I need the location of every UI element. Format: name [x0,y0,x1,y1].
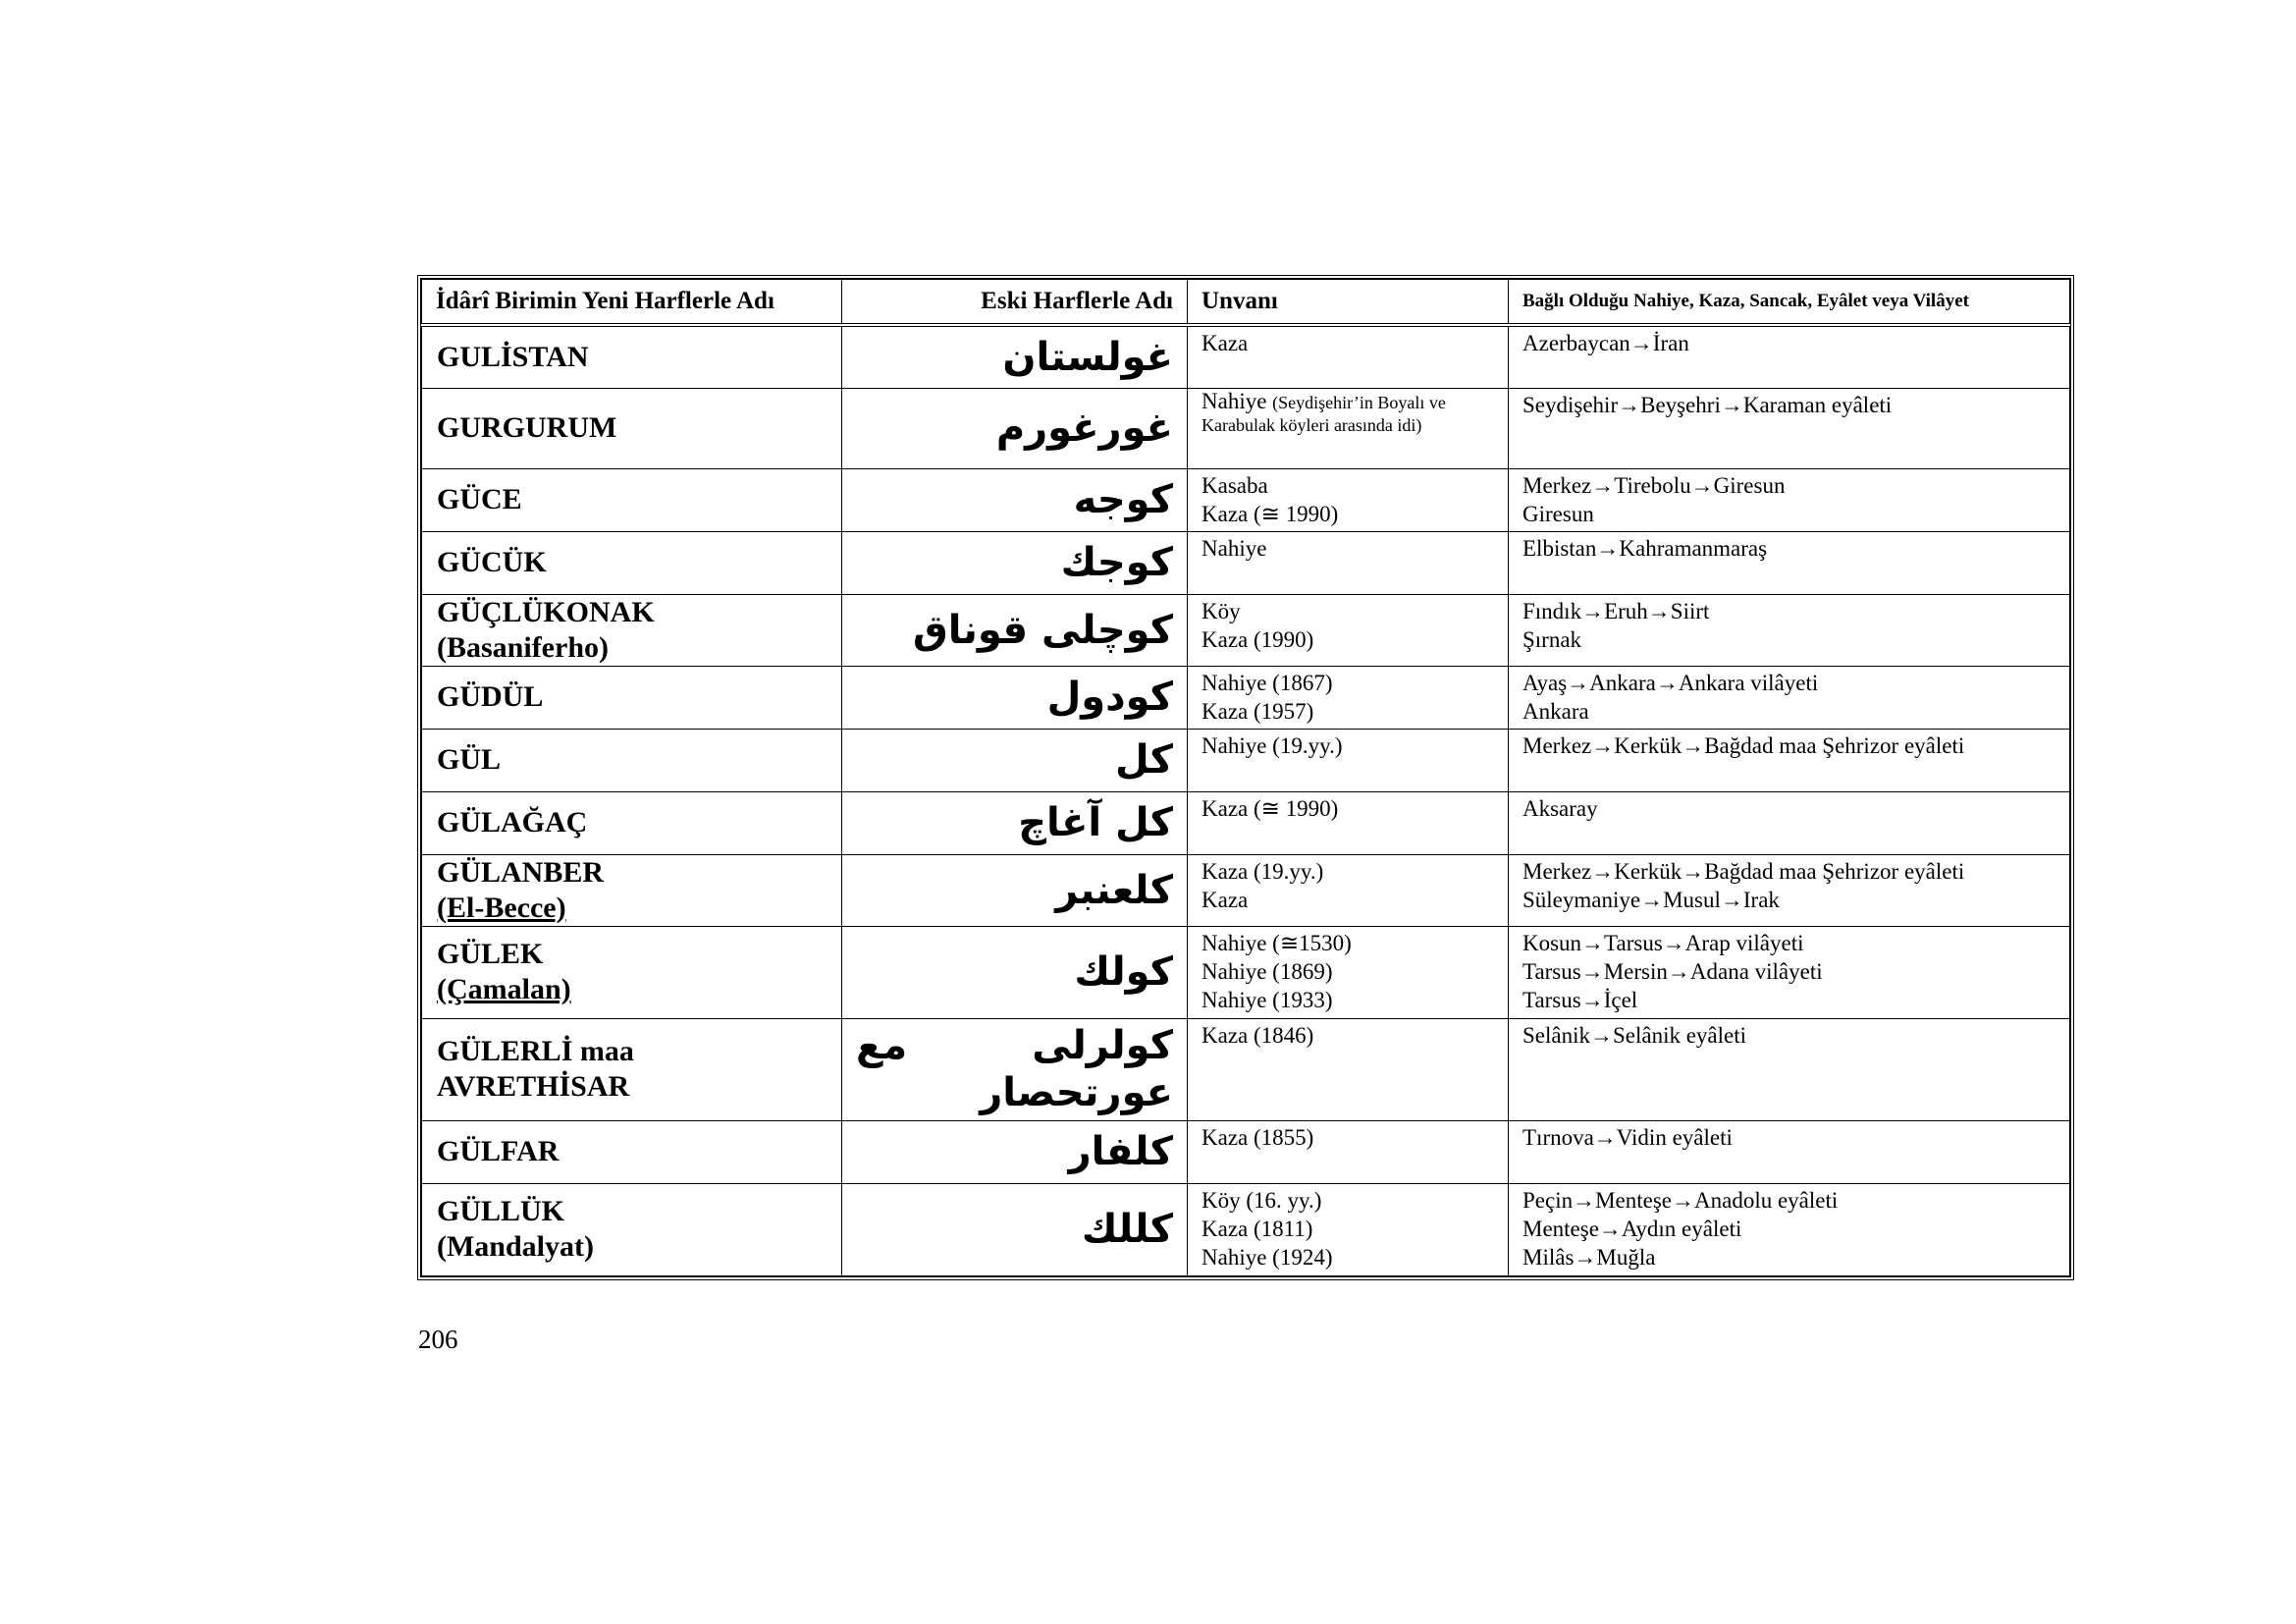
unit-name-cell [422,791,842,854]
title-cell [1188,468,1509,531]
affiliation-line: Merkez→Kerkük→Bağdad maa Şehrizor eyâleti [1522,732,1965,758]
affiliation-line: Merkez→Tirebolu→Giresun [1522,472,1786,498]
old-script-name: كوجه [842,468,1188,531]
title-line: Nahiye [1201,535,1267,561]
affiliation-line: Tarsus→Mersin→Adana vilâyeti [1522,958,1823,984]
title-line: Kasaba [1201,472,1268,498]
title-line: Nahiye (19.yy.) [1201,732,1343,758]
old-script-name: كل [842,729,1188,791]
old-script-name: كلعنبر [842,854,1188,926]
unit-alt-name: (El-Becce) [437,891,566,924]
old-script-cell [842,1018,1188,1120]
table-row [422,729,2070,791]
table-row [422,926,2070,1018]
title-note: (Seydişehir’in Boyalı ve Karabulak köyleri arasında idi) [1201,392,1446,435]
table-row [422,854,2070,926]
old-script-name-line2: عورتحصار [980,1070,1173,1115]
affiliation-cell [1509,325,2070,388]
affiliation-cell [1509,1018,2070,1120]
old-script-maa: مع [856,1023,908,1068]
header-title: Unvanı [1188,280,1509,326]
title-line: Kaza (1846) [1201,1022,1314,1048]
title-line: Nahiye (1924) [1201,1244,1333,1270]
affiliation-line: Selânik→Selânik eyâleti [1522,1022,1747,1048]
unit-name: GÜLANBER [437,855,605,889]
affiliation-line: Tırnova→Vidin eyâleti [1522,1124,1733,1150]
affiliation-cell [1509,1183,2070,1275]
affiliation-line: Merkez→Kerkük→Bağdad maa Şehrizor eyâleti [1522,858,1965,884]
header-new-name: İdârî Birimin Yeni Harflerle Adı [422,280,842,326]
unit-name-cell [422,325,842,388]
table-row [422,1018,2070,1120]
unit-name-cell [422,468,842,531]
affiliation-line: Süleymaniye→Musul→Irak [1522,887,1780,912]
title-cell [1188,531,1509,594]
table-row [422,531,2070,594]
unit-name: GÜLERLİ maa AVRETHİSAR [437,1035,634,1103]
affiliation-cell [1509,729,2070,791]
title-line: Kaza (1957) [1201,698,1314,724]
unit-name: GÜÇLÜKONAK [437,595,655,628]
title-cell [1188,1183,1509,1275]
unit-name-cell [422,388,842,468]
old-script-name: كلفار [842,1120,1188,1183]
unit-name: GÜLLÜK [437,1195,565,1227]
title-cell [1188,729,1509,791]
unit-name: GÜLEK [437,938,544,970]
title-cell [1188,594,1509,666]
table-row [422,1120,2070,1183]
table-row [422,1183,2070,1275]
old-script-name: كولك [842,926,1188,1018]
affiliation-line: Menteşe→Aydın eyâleti [1522,1216,1742,1241]
table-row [422,791,2070,854]
unit-name-cell [422,729,842,791]
title-cell [1188,791,1509,854]
affiliation-line: Kosun→Tarsus→Arap vilâyeti [1522,930,1804,955]
old-script-name: كل آغاچ [842,791,1188,854]
table-header-row [422,280,2070,326]
affiliation-line: Giresun [1522,501,1594,526]
old-script-name: غورغورم [842,388,1188,468]
title-cell [1188,1018,1509,1120]
affiliation-cell [1509,926,2070,1018]
title-line: Köy (16. yy.) [1201,1187,1322,1213]
old-script-name: كوچلى قوناق [842,594,1188,666]
unit-name: GÜCÜK [437,546,547,578]
title-line: Kaza (≅ 1990) [1201,795,1339,821]
title-cell [1188,1120,1509,1183]
unit-name: GÜLAĞAÇ [437,806,588,839]
affiliation-line: Şırnak [1522,626,1582,652]
title-line: Kaza (1990) [1201,626,1314,652]
header-old-name: Eski Harflerle Adı [842,280,1188,326]
old-script-name: كولرلى [1032,1023,1173,1068]
unit-name-cell [422,854,842,926]
table-row [422,325,2070,388]
affiliation-cell [1509,1120,2070,1183]
unit-name: GULİSTAN [437,340,589,373]
unit-name: GÜL [437,743,502,776]
affiliation-line: Elbistan→Kahramanmaraş [1522,535,1768,561]
title-cell [1188,388,1509,468]
affiliation-line: Milâs→Muğla [1522,1244,1656,1270]
title-line: Kaza (1855) [1201,1124,1314,1150]
unit-alt-name: (Çamalan) [437,973,571,1005]
affiliation-cell [1509,791,2070,854]
unit-name-cell [422,1018,842,1120]
title-line: Kaza [1201,887,1249,912]
affiliation-cell [1509,531,2070,594]
affiliation-cell [1509,594,2070,666]
gazetteer-table [421,279,2070,1276]
table-row [422,594,2070,666]
title-line: Nahiye (≅1530) [1201,930,1352,955]
unit-name: GURGURUM [437,411,617,444]
unit-name-cell [422,926,842,1018]
title-line: Nahiye [1201,388,1267,413]
unit-name: GÜLFAR [437,1135,560,1167]
title-line: Nahiye (1867) [1201,670,1333,695]
affiliation-line: Azerbaycan→İran [1522,331,1689,355]
old-script-name: كودول [842,666,1188,729]
affiliation-line: Ankara [1522,698,1589,724]
affiliation-line: Peçin→Menteşe→Anadolu eyâleti [1522,1187,1839,1213]
unit-alt-name: (Basaniferho) [437,630,609,664]
unit-name-cell [422,531,842,594]
unit-name-cell [422,594,842,666]
affiliation-line: Fındık→Eruh→Siirt [1522,598,1710,623]
page-number: 206 [418,1325,458,1354]
affiliation-cell [1509,468,2070,531]
old-script-name: غولستان [842,325,1188,388]
unit-name: GÜCE [437,483,522,515]
unit-alt-name: (Mandalyat) [437,1230,594,1263]
title-line: Kaza (≅ 1990) [1201,501,1339,526]
affiliation-cell [1509,388,2070,468]
gazetteer-table-frame [417,275,2074,1280]
title-cell [1188,854,1509,926]
title-line: Nahiye (1933) [1201,987,1333,1012]
title-line: Köy [1201,598,1241,623]
affiliation-line: Seydişehir→Beyşehri→Karaman eyâleti [1522,392,1893,417]
affiliation-line: Aksaray [1522,795,1598,821]
title-cell [1188,325,1509,388]
title-line: Nahiye (1869) [1201,958,1333,984]
table-row [422,468,2070,531]
title-line: Kaza (19.yy.) [1201,858,1324,884]
affiliation-cell [1509,854,2070,926]
unit-name: GÜDÜL [437,680,544,713]
unit-name-cell [422,1183,842,1275]
old-script-name: كوجك [842,531,1188,594]
unit-name-cell [422,666,842,729]
affiliation-line: Ayaş→Ankara→Ankara vilâyeti [1522,670,1819,695]
title-cell [1188,666,1509,729]
old-script-name: كللك [842,1183,1188,1275]
title-line: Kaza [1201,331,1249,355]
title-line: Kaza (1811) [1201,1216,1313,1241]
table-row [422,666,2070,729]
table-row [422,388,2070,468]
title-cell [1188,926,1509,1018]
header-affiliation: Bağlı Olduğu Nahiye, Kaza, Sancak, Eyâlet veya Vilâyet [1509,280,2070,326]
affiliation-cell [1509,666,2070,729]
affiliation-line: Tarsus→İçel [1522,987,1638,1012]
unit-name-cell [422,1120,842,1183]
